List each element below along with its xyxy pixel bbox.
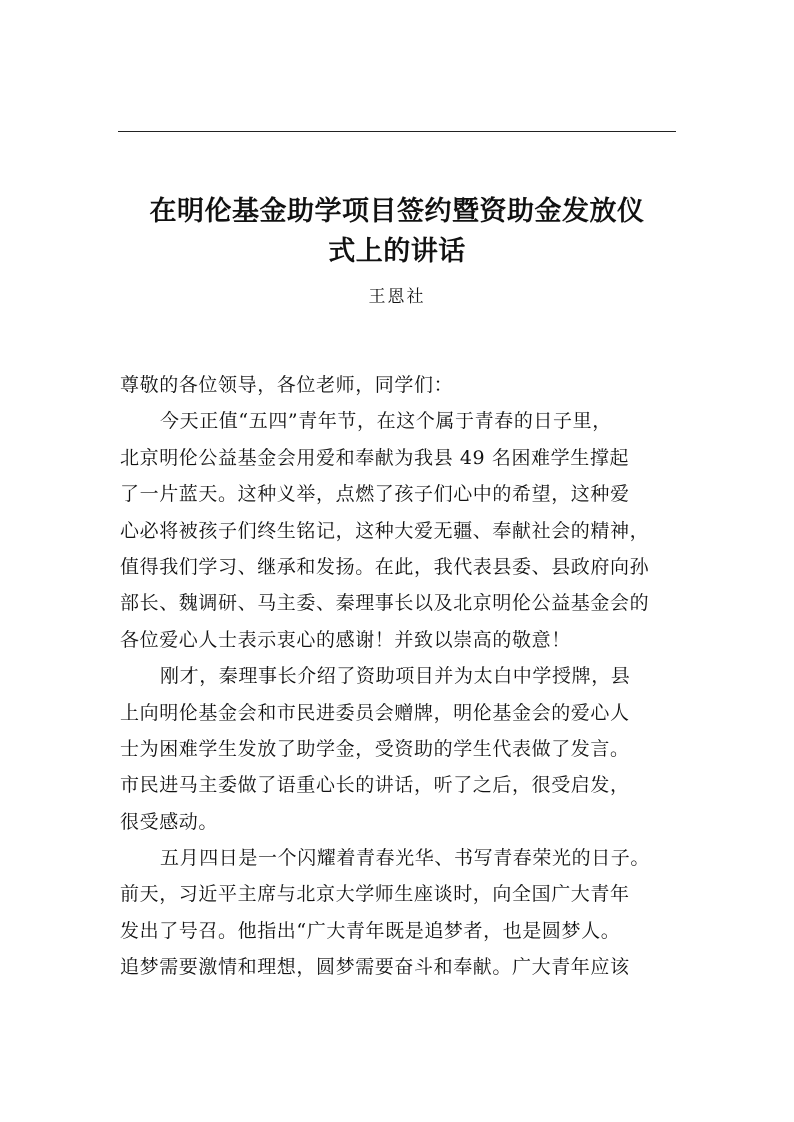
title-line: 式上的讲话 bbox=[328, 236, 466, 267]
paragraph bbox=[120, 403, 690, 658]
document-title bbox=[118, 192, 676, 272]
salutation: 尊敬的各位领导，各位老师，同学们： bbox=[120, 374, 454, 396]
paragraph-line: 很受感动。 bbox=[120, 810, 219, 833]
paragraph-line: 士为困难学生发放了助学金，受资助的学生代表做了发言。 bbox=[120, 737, 630, 760]
paragraph-line: 各位爱心人士表示衷心的感谢！并致以崇高的敬意！ bbox=[120, 628, 571, 651]
paragraph-line: 北京明伦公益基金会用爱和奉献为我县 49 名困难学生撑起 bbox=[120, 446, 630, 469]
author-name: 王恩社 bbox=[368, 287, 426, 307]
paragraph-line: 了一片蓝天。这种义举，点燃了孩子们心中的希望，这种爱 bbox=[120, 483, 630, 506]
paragraph-line: 前天，习近平主席与北京大学师生座谈时，向全国广大青年 bbox=[120, 883, 630, 906]
paragraph-line: 刚才，秦理事长介绍了资助项目并为太白中学授牌，县 bbox=[160, 665, 631, 688]
paragraph-line: 市民进马主委做了语重心长的讲话，听了之后，很受启发， bbox=[120, 774, 630, 797]
paragraph-line: 部长、魏调研、马主委、秦理事长以及北京明伦公益基金会的 bbox=[120, 592, 650, 615]
paragraph-line: 追梦需要激情和理想，圆梦需要奋斗和奉献。广大青年应该 bbox=[120, 956, 630, 979]
paragraph-line: 今天正值“五四”青年节，在这个属于青春的日子里， bbox=[160, 410, 612, 433]
paragraph-line: 心必将被孩子们终生铭记，这种大爱无疆、奉献社会的精神， bbox=[120, 519, 650, 542]
paragraph bbox=[120, 658, 690, 840]
paragraph-line: 五月四日是一个闪耀着青春光华、书写青春荣光的日子。 bbox=[160, 847, 651, 870]
document-body bbox=[120, 367, 690, 986]
paragraph-line: 发出了号召。他指出“广大青年既是追梦者，也是圆梦人。 bbox=[120, 919, 621, 942]
paragraph-line: 上向明伦基金会和市民进委员会赠牌，明伦基金会的爱心人 bbox=[120, 701, 630, 724]
paragraph-line: 值得我们学习、继承和发扬。在此，我代表县委、县政府向孙 bbox=[120, 555, 650, 578]
title-line: 在明伦基金助学项目签约暨资助金发放仪 bbox=[149, 196, 645, 227]
paragraph bbox=[120, 840, 690, 986]
header-rule bbox=[118, 131, 676, 132]
